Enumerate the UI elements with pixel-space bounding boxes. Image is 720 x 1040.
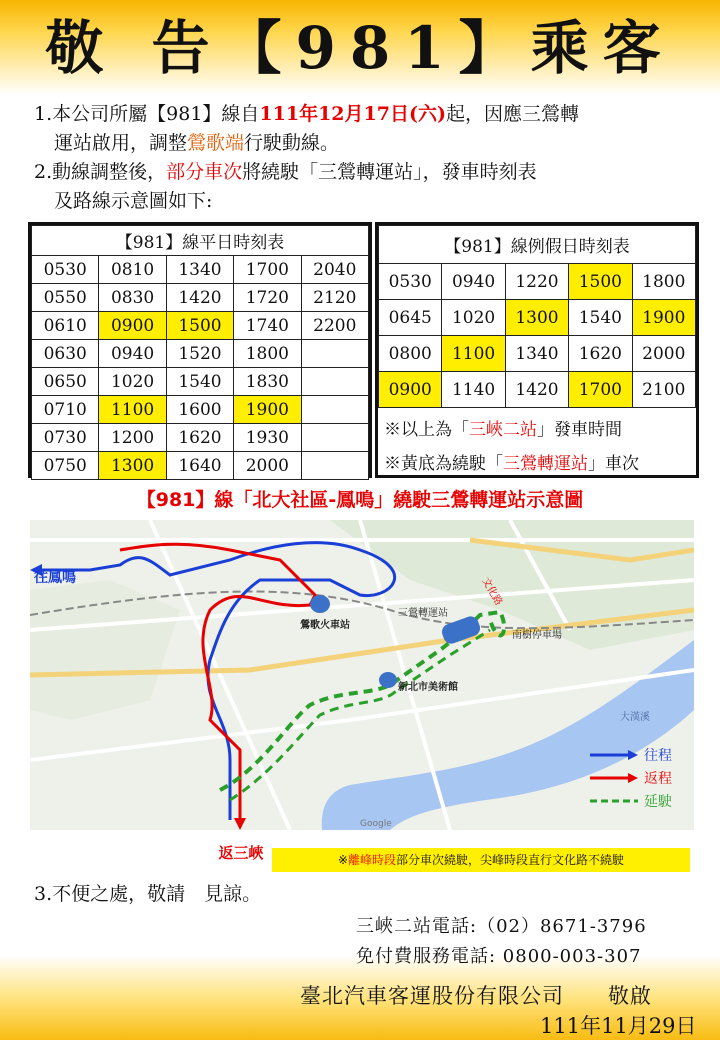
weekday-time-cell: 1830	[234, 368, 301, 396]
partial-trips: 部分車次	[166, 161, 243, 183]
note-text: 」發車時間	[537, 420, 622, 440]
page-title: 敬 告【981】乘客	[45, 14, 675, 82]
holiday-time-cell: 1420	[505, 372, 568, 408]
museum-label: 新北市美術館	[398, 682, 458, 693]
item-number: 1.	[34, 103, 53, 125]
notice-item-2	[34, 158, 694, 216]
holiday-time-cell: 1800	[632, 264, 695, 300]
sanxia-second-station: 三峽二站	[469, 420, 537, 440]
weekday-time-cell: 1520	[166, 340, 233, 368]
weekday-time-cell: 1600	[166, 396, 233, 424]
museum-marker	[379, 672, 397, 688]
weekday-time-cell	[301, 424, 368, 452]
weekday-timetable-box	[28, 222, 372, 478]
holiday-time-cell: 1220	[505, 264, 568, 300]
wenhua-road-label: 文化路	[479, 576, 504, 608]
free-service-phone: 免付費服務電話: 0800-003-307	[356, 946, 642, 967]
weekday-time-cell: 0750	[32, 452, 99, 480]
route-map	[30, 520, 694, 830]
weekday-time-cell: 2200	[301, 312, 368, 340]
holiday-row	[379, 264, 696, 300]
weekday-time-cell	[301, 368, 368, 396]
notice-text: 將繞駛「三鶯轉運站」，發車時刻表	[242, 161, 537, 183]
sanying-terminal-label: 三鶯轉運站	[398, 608, 448, 619]
weekday-row	[32, 312, 369, 340]
notice-item-1	[34, 100, 694, 158]
weekday-timetable-title: 【981】線平日時刻表	[32, 226, 369, 256]
weekday-time-cell: 0730	[32, 424, 99, 452]
station-phone: 三峽二站電話:（02）8671-3796	[356, 916, 647, 937]
weekday-row	[32, 424, 369, 452]
weekday-time-cell: 0630	[32, 340, 99, 368]
holiday-timetable-box	[375, 222, 699, 478]
weekday-row	[32, 452, 369, 480]
map-title: 【981】線「北大社區-鳳鳴」繞駛三鶯轉運站示意圖	[136, 489, 584, 511]
sanying-terminal: 三鶯轉運站	[503, 454, 588, 474]
notice-text: 運站啟用，調整	[54, 132, 188, 154]
notice-item-3: 3.不便之處，敬請 見諒。	[34, 883, 262, 905]
legend-outbound: 往程	[644, 748, 672, 764]
weekday-time-cell: 1500	[166, 312, 233, 340]
holiday-time-cell: 0900	[379, 372, 442, 408]
weekday-time-cell: 2040	[301, 256, 368, 284]
holiday-note-1	[384, 415, 622, 440]
weekday-timetable	[31, 225, 369, 480]
note-text: ※黃底為繞駛「	[384, 454, 503, 474]
weekday-row	[32, 340, 369, 368]
to-fengming-label: 往鳳鳴	[34, 570, 76, 586]
weekday-time-cell	[301, 340, 368, 368]
weekday-time-cell: 1800	[234, 340, 301, 368]
weekday-time-cell: 1100	[99, 396, 166, 424]
weekday-time-cell	[301, 396, 368, 424]
note-text: ※	[337, 853, 349, 867]
weekday-time-cell: 1420	[166, 284, 233, 312]
off-peak: 離峰時段	[348, 853, 397, 867]
weekday-time-cell: 1020	[99, 368, 166, 396]
note-text: 」車次	[588, 454, 639, 474]
yingge-end: 鶯歌端	[187, 132, 245, 154]
holiday-time-cell: 1020	[442, 300, 505, 336]
weekday-time-cell: 0900	[99, 312, 166, 340]
holiday-time-cell: 1700	[569, 372, 632, 408]
holiday-time-cell: 1100	[442, 336, 505, 372]
notice-text: 行駛動線。	[244, 132, 340, 154]
holiday-timetable-title: 【981】線例假日時刻表	[379, 226, 696, 264]
holiday-row	[379, 300, 696, 336]
weekday-row	[32, 256, 369, 284]
route-map-svg	[30, 520, 694, 830]
weekday-time-cell: 0650	[32, 368, 99, 396]
weekday-row	[32, 396, 369, 424]
effective-date: 111年12月17日(六)	[259, 103, 446, 125]
weekday-time-cell: 1300	[99, 452, 166, 480]
yingge-station-marker	[310, 595, 330, 613]
google-attribution: Google	[360, 819, 392, 829]
company-signature: 臺北汽車客運股份有限公司 敬啟	[300, 984, 652, 1008]
to-sanxia-label: 返三峽	[218, 844, 264, 862]
weekday-time-cell: 0810	[99, 256, 166, 284]
weekday-time-cell: 0710	[32, 396, 99, 424]
item-number: 2.	[34, 161, 53, 183]
weekday-time-cell: 1900	[234, 396, 301, 424]
weekday-time-cell: 1930	[234, 424, 301, 452]
holiday-time-cell: 2000	[632, 336, 695, 372]
weekday-time-cell: 1540	[166, 368, 233, 396]
weekday-time-cell: 0940	[99, 340, 166, 368]
legend-return: 返程	[644, 771, 672, 787]
holiday-note-2	[384, 449, 639, 474]
weekday-row	[32, 368, 369, 396]
holiday-time-cell: 0645	[379, 300, 442, 336]
holiday-time-cell: 1900	[632, 300, 695, 336]
notice-text: 動線調整後，	[52, 161, 167, 183]
weekday-time-cell: 1720	[234, 284, 301, 312]
holiday-time-cell: 0800	[379, 336, 442, 372]
holiday-time-cell: 1340	[505, 336, 568, 372]
holiday-row	[379, 336, 696, 372]
weekday-time-cell: 0530	[32, 256, 99, 284]
nanya-stop-label: 南樹停車場	[512, 630, 562, 641]
weekday-time-cell: 1200	[99, 424, 166, 452]
weekday-time-cell: 1700	[234, 256, 301, 284]
holiday-time-cell: 0940	[442, 264, 505, 300]
weekday-time-cell: 1740	[234, 312, 301, 340]
holiday-row	[379, 372, 696, 408]
weekday-time-cell: 2000	[234, 452, 301, 480]
holiday-time-cell: 1620	[569, 336, 632, 372]
holiday-time-cell: 1300	[505, 300, 568, 336]
holiday-timetable	[378, 225, 696, 408]
weekday-time-cell: 1340	[166, 256, 233, 284]
weekday-row	[32, 284, 369, 312]
weekday-time-cell: 0550	[32, 284, 99, 312]
notice-text: 及路線示意圖如下:	[54, 190, 213, 212]
holiday-time-cell: 1140	[442, 372, 505, 408]
weekday-time-cell: 1620	[166, 424, 233, 452]
weekday-time-cell	[301, 452, 368, 480]
weekday-time-cell: 0830	[99, 284, 166, 312]
holiday-time-cell: 0530	[379, 264, 442, 300]
legend-extension: 延駛	[644, 794, 672, 810]
holiday-time-cell: 1540	[569, 300, 632, 336]
yingge-station-label: 鶯歌火車站	[300, 620, 350, 631]
note-text: ※以上為「	[384, 420, 469, 440]
weekday-time-cell: 2120	[301, 284, 368, 312]
notice-text: 起，因應三鶯轉	[445, 103, 579, 125]
holiday-time-cell: 2100	[632, 372, 695, 408]
peak-note	[272, 848, 690, 872]
holiday-time-cell: 1500	[569, 264, 632, 300]
notice-date: 111年11月29日	[540, 1014, 697, 1038]
river-label: 大漢溪	[620, 712, 650, 723]
note-text: 部分車次繞駛，尖峰時段直行文化路不繞駛	[396, 853, 625, 867]
weekday-time-cell: 1640	[166, 452, 233, 480]
weekday-time-cell: 0610	[32, 312, 99, 340]
notice-text: 本公司所屬【981】線自	[52, 103, 260, 125]
